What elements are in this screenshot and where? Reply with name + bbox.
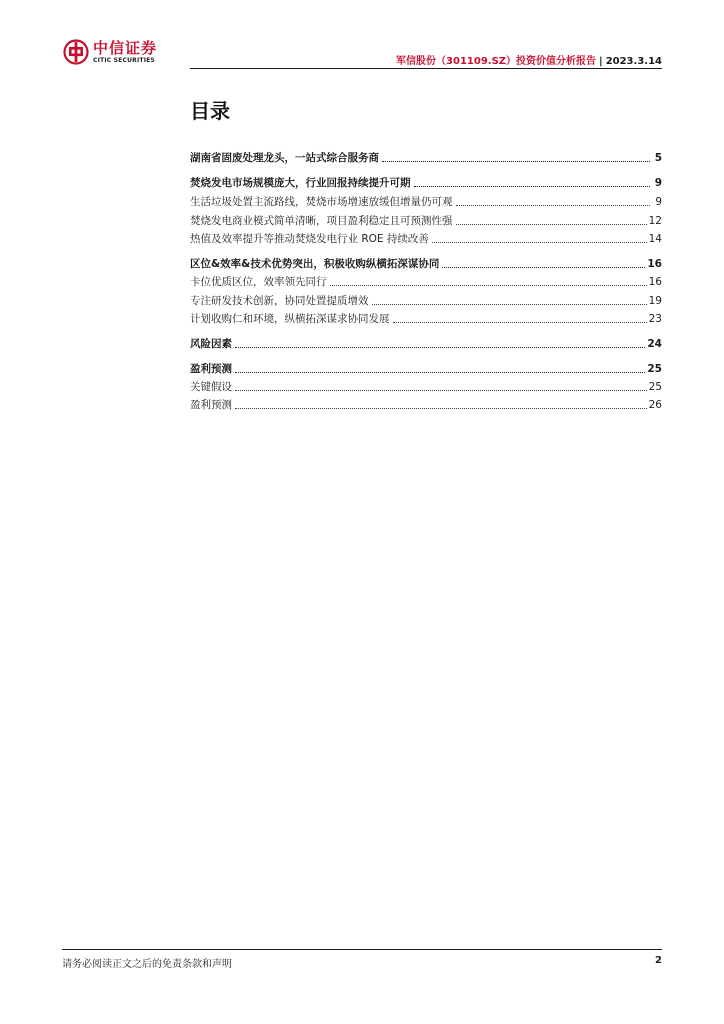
toc-entry-title: 关键假设 [190, 381, 232, 393]
toc-entry-title: 焚烧发电商业模式简单清晰，项目盈利稳定且可预测性强 [190, 215, 453, 227]
toc-entry-page: 12 [648, 215, 662, 227]
toc-entry-title: 卡位优质区位，效率领先同行 [190, 276, 327, 288]
page-title: 目录 [190, 99, 230, 123]
toc-dot-leader [442, 267, 645, 268]
toc-entry-title: 盈利预测 [190, 399, 232, 411]
header-divider [190, 68, 662, 69]
toc-entry[interactable] [190, 150, 662, 166]
logo-english-name: CITIC SECURITIES [93, 56, 155, 64]
report-date: 2023.3.14 [605, 56, 662, 67]
toc-entry[interactable] [190, 379, 662, 395]
toc-entry-title: 湖南省固废处理龙头，一站式综合服务商 [190, 152, 379, 164]
toc-entry[interactable] [190, 336, 662, 352]
page-number: 2 [655, 955, 662, 966]
toc-entry-title: 生活垃圾处置主流路线，焚烧市场增速放缓但增量仍可观 [190, 196, 453, 208]
header-separator: | [599, 56, 603, 67]
report-title: 军信股份（301109.SZ）投资价值分析报告 [396, 56, 597, 67]
toc-entry-page: 26 [648, 399, 662, 411]
toc-dot-leader [393, 322, 647, 323]
footer-disclaimer: 请务必阅读正文之后的免责条款和声明 [62, 959, 232, 970]
toc-dot-leader [330, 285, 647, 286]
toc-entry[interactable] [190, 194, 662, 210]
toc-entry-title: 焚烧发电市场规模庞大，行业回报持续提升可期 [190, 177, 411, 189]
toc-entry-page: 16 [647, 258, 662, 270]
toc-entry[interactable] [190, 274, 662, 290]
toc-dot-leader [432, 242, 647, 243]
toc-dot-leader [235, 390, 647, 391]
toc-entry-page: 25 [647, 363, 662, 375]
toc-dot-leader [372, 304, 647, 305]
toc-dot-leader [235, 408, 647, 409]
toc-entry-page: 19 [648, 295, 662, 307]
toc-entry[interactable] [190, 397, 662, 413]
toc-entry-title: 热值及效率提升等推动焚烧发电行业 ROE 持续改善 [190, 233, 429, 245]
toc-entry[interactable] [190, 361, 662, 377]
toc-entry-title: 区位&效率&技术优势突出，积极收购纵横拓深谋协同 [190, 258, 440, 270]
toc-entry-page: 25 [648, 381, 662, 393]
toc-entry-title: 专注研发技术创新，协同处置提质增效 [190, 295, 369, 307]
toc-entry-page: 9 [654, 177, 662, 189]
toc-entry-title: 风险因素 [190, 338, 232, 350]
toc-entry-title: 盈利预测 [190, 363, 232, 375]
toc-dot-leader [382, 161, 650, 162]
toc-entry-title: 计划收购仁和环境，纵横拓深谋求协同发展 [190, 313, 390, 325]
toc-entry-page: 9 [655, 196, 662, 208]
toc-entry[interactable] [190, 231, 662, 247]
footer-divider [62, 949, 662, 950]
logo-chinese-name: 中信证券 [93, 38, 158, 57]
toc-entry[interactable] [190, 175, 662, 191]
toc-dot-leader [235, 372, 645, 373]
toc-entry[interactable] [190, 256, 662, 272]
toc-entry[interactable] [190, 213, 662, 229]
toc-entry[interactable] [190, 311, 662, 327]
report-header [396, 52, 662, 67]
toc-dot-leader [235, 347, 645, 348]
toc-entry-page: 23 [648, 313, 662, 325]
toc-dot-leader [456, 224, 647, 225]
toc-entry-page: 14 [648, 233, 662, 245]
citic-logo-icon [63, 39, 89, 65]
toc-entry[interactable] [190, 293, 662, 309]
toc-entry-page: 24 [647, 338, 662, 350]
toc-dot-leader [414, 186, 651, 187]
toc-entry-page: 16 [648, 276, 662, 288]
citic-logo [63, 37, 157, 67]
toc-entry-page: 5 [654, 152, 662, 164]
toc-dot-leader [456, 205, 651, 206]
